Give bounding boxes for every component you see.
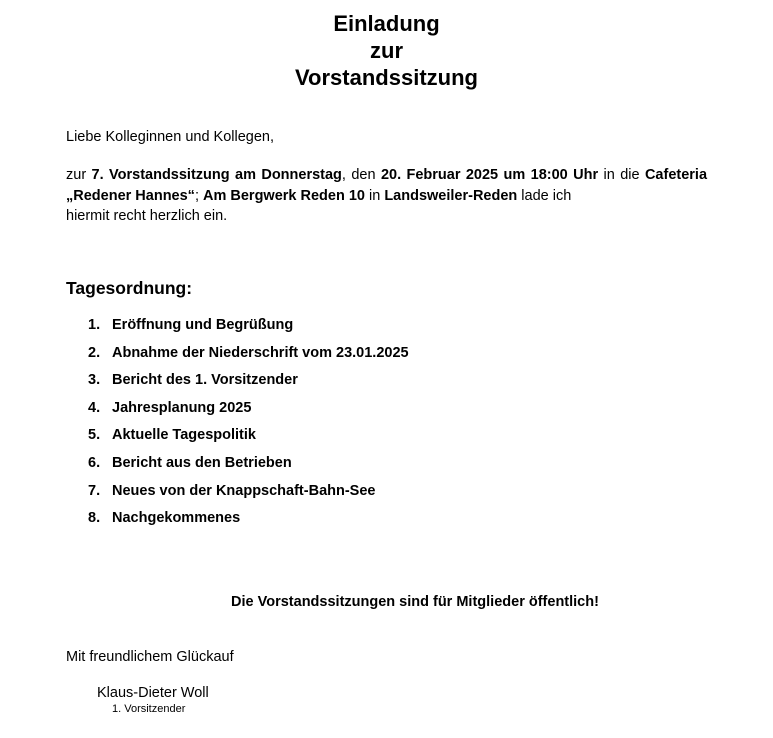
agenda-item (88, 397, 409, 425)
title-line-2: zur (370, 38, 403, 63)
agenda-list (88, 314, 409, 535)
agenda-item-label: Abnahme der Niederschrift vom 23.01.2025 (112, 344, 409, 361)
agenda-item-number: 5. (88, 427, 101, 444)
agenda-item-label: Bericht des 1. Vorsitzender (112, 372, 298, 389)
document-title (0, 10, 773, 91)
agenda-item-number: 6. (88, 454, 101, 471)
agenda-item-label: Nachgekommenes (112, 510, 241, 527)
agenda-item (88, 314, 409, 342)
intro-text: hiermit recht herzlich ein. (66, 208, 228, 224)
closing-greeting: Mit freundlichem Glückauf (66, 649, 234, 665)
agenda-item (88, 480, 409, 508)
agenda-heading: Tagesordnung: (66, 278, 193, 298)
signatory-name: Klaus-Dieter Woll (97, 685, 209, 701)
intro-text: zur (66, 167, 92, 183)
intro-text: , den (341, 167, 381, 183)
meeting-name: 7. Vorstandssitzung am Donnerstag (91, 167, 342, 183)
meeting-town: Landsweiler-Reden (384, 187, 518, 204)
agenda-item-number: 2. (88, 344, 101, 361)
agenda-item-label: Bericht aus den Betrieben (112, 454, 292, 471)
agenda-item-number: 3. (88, 372, 101, 389)
intro-text: in (364, 187, 385, 204)
agenda-item (88, 452, 409, 480)
agenda-item-number: 7. (88, 482, 101, 499)
agenda-item-number: 8. (88, 510, 101, 527)
title-line-1: Einladung (333, 11, 440, 36)
meeting-venue: Cafeteria „Redener Hannes“ (66, 167, 708, 204)
agenda-item-label: Neues von der Knappschaft-Bahn-See (112, 482, 376, 499)
intro-text: lade ich (517, 187, 572, 204)
salutation: Liebe Kolleginnen und Kollegen, (66, 129, 275, 145)
agenda-item-number: 4. (88, 399, 101, 416)
intro-text: ; (194, 187, 203, 204)
agenda-item-label: Jahresplanung 2025 (112, 399, 252, 416)
agenda-item-number: 1. (88, 317, 101, 333)
meeting-date-time: 20. Februar 2025 um 18:00 Uhr (380, 167, 599, 183)
signatory-role: 1. Vorsitzender (112, 703, 186, 715)
agenda-item (88, 507, 409, 535)
meeting-address: Am Bergwerk Reden 10 (203, 187, 365, 204)
agenda-item (88, 369, 409, 397)
agenda-item-label: Eröffnung und Begrüßung (112, 317, 294, 333)
invitation-paragraph (66, 165, 707, 227)
agenda-item (88, 342, 409, 370)
title-line-3: Vorstandssitzung (295, 65, 478, 90)
agenda-item (88, 424, 409, 452)
agenda-item-label: Aktuelle Tagespolitik (112, 427, 256, 444)
public-meeting-notice: Die Vorstandssitzungen sind für Mitglieder öffentlich! (231, 594, 599, 610)
intro-text: in die (598, 167, 645, 183)
